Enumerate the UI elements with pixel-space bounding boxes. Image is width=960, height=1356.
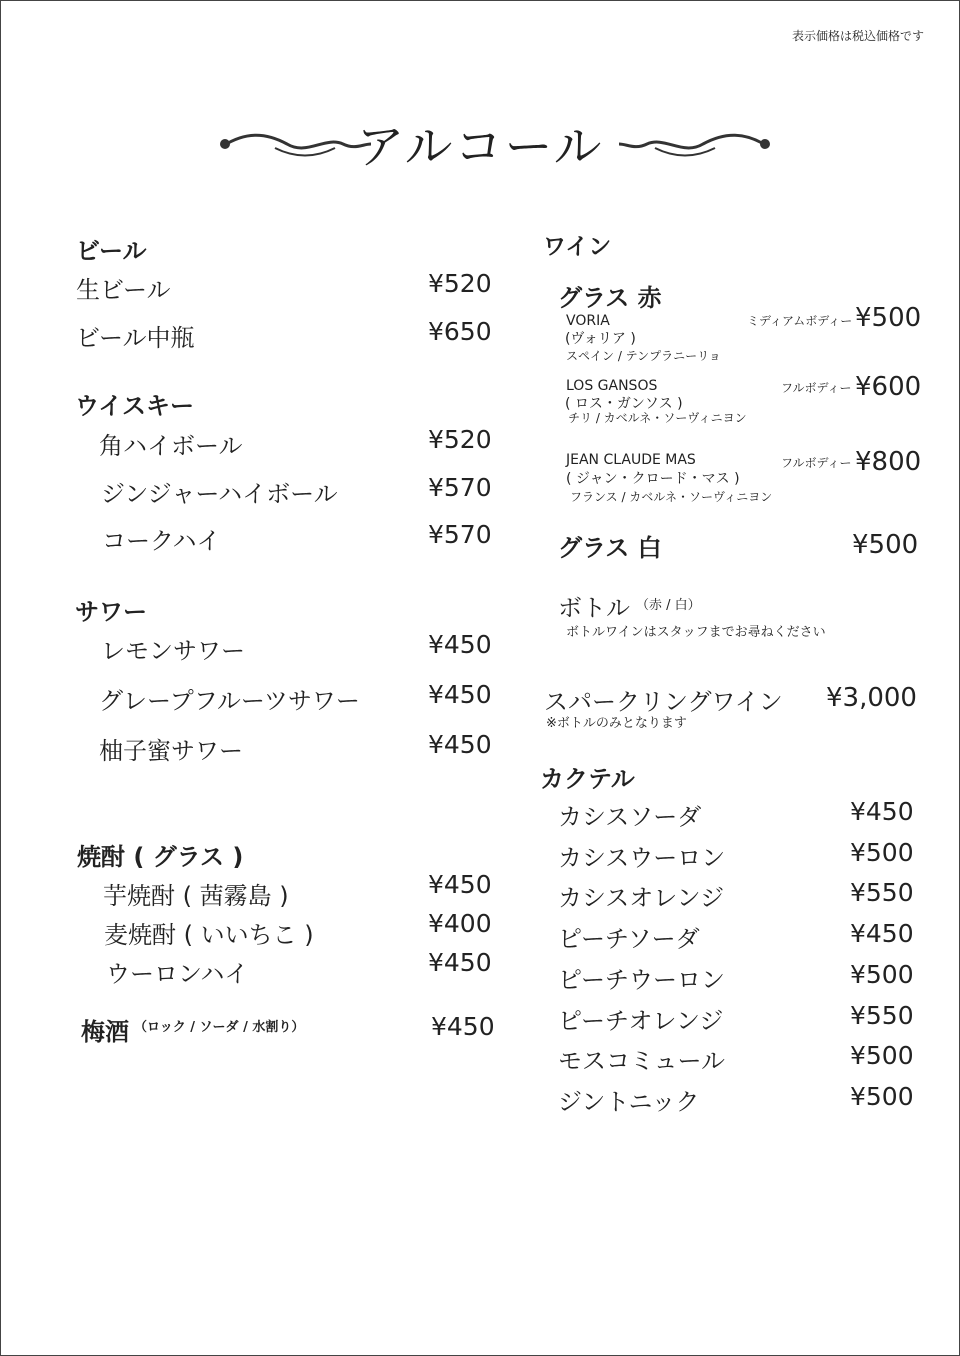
- wine-heading: ワイン: [543, 234, 612, 260]
- bottle-heading: ボトル: [558, 594, 630, 622]
- menu-item-price: ¥570: [428, 473, 492, 502]
- menu-item-price: ¥650: [428, 317, 492, 346]
- cocktail-price: ¥500: [850, 838, 914, 867]
- cocktail-name: ピーチウーロン: [558, 966, 726, 994]
- wine-price: ¥500: [855, 303, 922, 333]
- menu-item-price: ¥450: [428, 730, 492, 759]
- cocktail-name: ピーチソーダ: [558, 925, 700, 953]
- wine-body: ミディアムボディー: [747, 314, 853, 328]
- cocktail-name: ピーチオレンジ: [558, 1007, 724, 1035]
- menu-item-price: ¥570: [428, 520, 492, 549]
- menu-item-name: 芋焼酎 ( 茜霧島 ): [103, 882, 289, 910]
- menu-item-name: 柚子蜜サワー: [99, 737, 243, 765]
- sparkling-name: スパークリングワイン: [544, 688, 783, 716]
- cocktail-heading: カクテル: [540, 765, 635, 793]
- wine-body: フルボディー: [781, 456, 852, 470]
- wine-name: LOS GANSOS: [566, 378, 658, 394]
- cocktail-price: ¥500: [850, 1041, 914, 1070]
- cocktail-name: カシスオレンジ: [558, 884, 725, 912]
- menu-item-price: ¥520: [428, 269, 492, 298]
- wine-kana: ( ジャン・クロード・マス ): [566, 471, 740, 487]
- tax-note: 表示価格は税込価格です: [791, 29, 924, 43]
- menu-item-name: レモンサワー: [101, 637, 245, 665]
- wine-price: ¥600: [855, 372, 922, 402]
- cocktail-price: ¥550: [850, 1001, 914, 1030]
- cocktail-price: ¥450: [850, 797, 914, 826]
- menu-item-price: ¥450: [428, 870, 492, 899]
- menu-item-name: ジンジャーハイボール: [101, 480, 338, 508]
- menu-item-name: ウーロンハイ: [106, 960, 249, 988]
- sparkling-note: ※ボトルのみとなります: [546, 716, 687, 731]
- menu-item-price: ¥450: [428, 680, 492, 709]
- bottle-sub: （赤 / 白）: [636, 598, 701, 613]
- white-glass-heading: グラス 白: [558, 534, 662, 562]
- whisky-heading: ウイスキー: [75, 392, 195, 420]
- menu-item-name: 角ハイボール: [99, 432, 243, 460]
- cocktail-name: モスコミュール: [558, 1047, 726, 1075]
- menu-item-price: ¥450: [431, 1012, 495, 1041]
- wine-price: ¥500: [852, 530, 919, 560]
- wine-body: フルボディー: [781, 381, 852, 395]
- page-title: アルコール: [356, 119, 604, 175]
- sour-heading: サワー: [75, 598, 147, 626]
- beer-heading: ビール: [76, 237, 147, 265]
- cocktail-name: カシスソーダ: [558, 803, 702, 831]
- shochu-heading: 焼酎 ( グラス ): [77, 843, 244, 871]
- menu-item-price: ¥450: [428, 948, 492, 977]
- wine-origin: チリ / カベルネ・ソーヴィニヨン: [568, 411, 747, 425]
- wine-price: ¥800: [855, 447, 922, 477]
- menu-item-name: グレープフルーツサワー: [99, 687, 360, 715]
- cocktail-price: ¥550: [850, 878, 914, 907]
- wine-name: JEAN CLAUDE MAS: [566, 452, 696, 468]
- sparkling-price: ¥3,000: [826, 683, 917, 713]
- umeshu-note: （ロック / ソーダ / 水割り）: [134, 1020, 305, 1035]
- menu-item-price: ¥400: [428, 909, 492, 938]
- cocktail-name: ジントニック: [558, 1088, 700, 1116]
- bottle-note: ボトルワインはスタッフまでお尋ねください: [566, 625, 826, 640]
- menu-item-name: ビール中瓶: [76, 324, 195, 352]
- menu-item-price: ¥450: [428, 630, 492, 659]
- cocktail-price: ¥500: [850, 960, 914, 989]
- menu-item-name: 生ビール: [76, 276, 171, 304]
- right-flourish-ornament: [615, 130, 775, 160]
- wine-origin: フランス / カベルネ・ソーヴィニヨン: [570, 490, 773, 504]
- red-glass-heading: グラス 赤: [558, 284, 662, 312]
- menu-item-name: 麦焼酎 ( いいちこ ): [104, 921, 314, 949]
- wine-kana: ( ロス・ガンソス ): [565, 396, 683, 412]
- wine-kana: (ヴォリア ): [565, 331, 636, 347]
- umeshu-name: 梅酒: [81, 1018, 129, 1046]
- cocktail-price: ¥450: [850, 919, 914, 948]
- menu-item-name: コークハイ: [102, 527, 221, 555]
- cocktail-name: カシスウーロン: [558, 844, 726, 872]
- wine-name: VORIA: [566, 313, 610, 329]
- menu-item-price: ¥520: [428, 425, 492, 454]
- cocktail-price: ¥500: [850, 1082, 914, 1111]
- wine-origin: スペイン / テンプラニーリョ: [566, 349, 721, 363]
